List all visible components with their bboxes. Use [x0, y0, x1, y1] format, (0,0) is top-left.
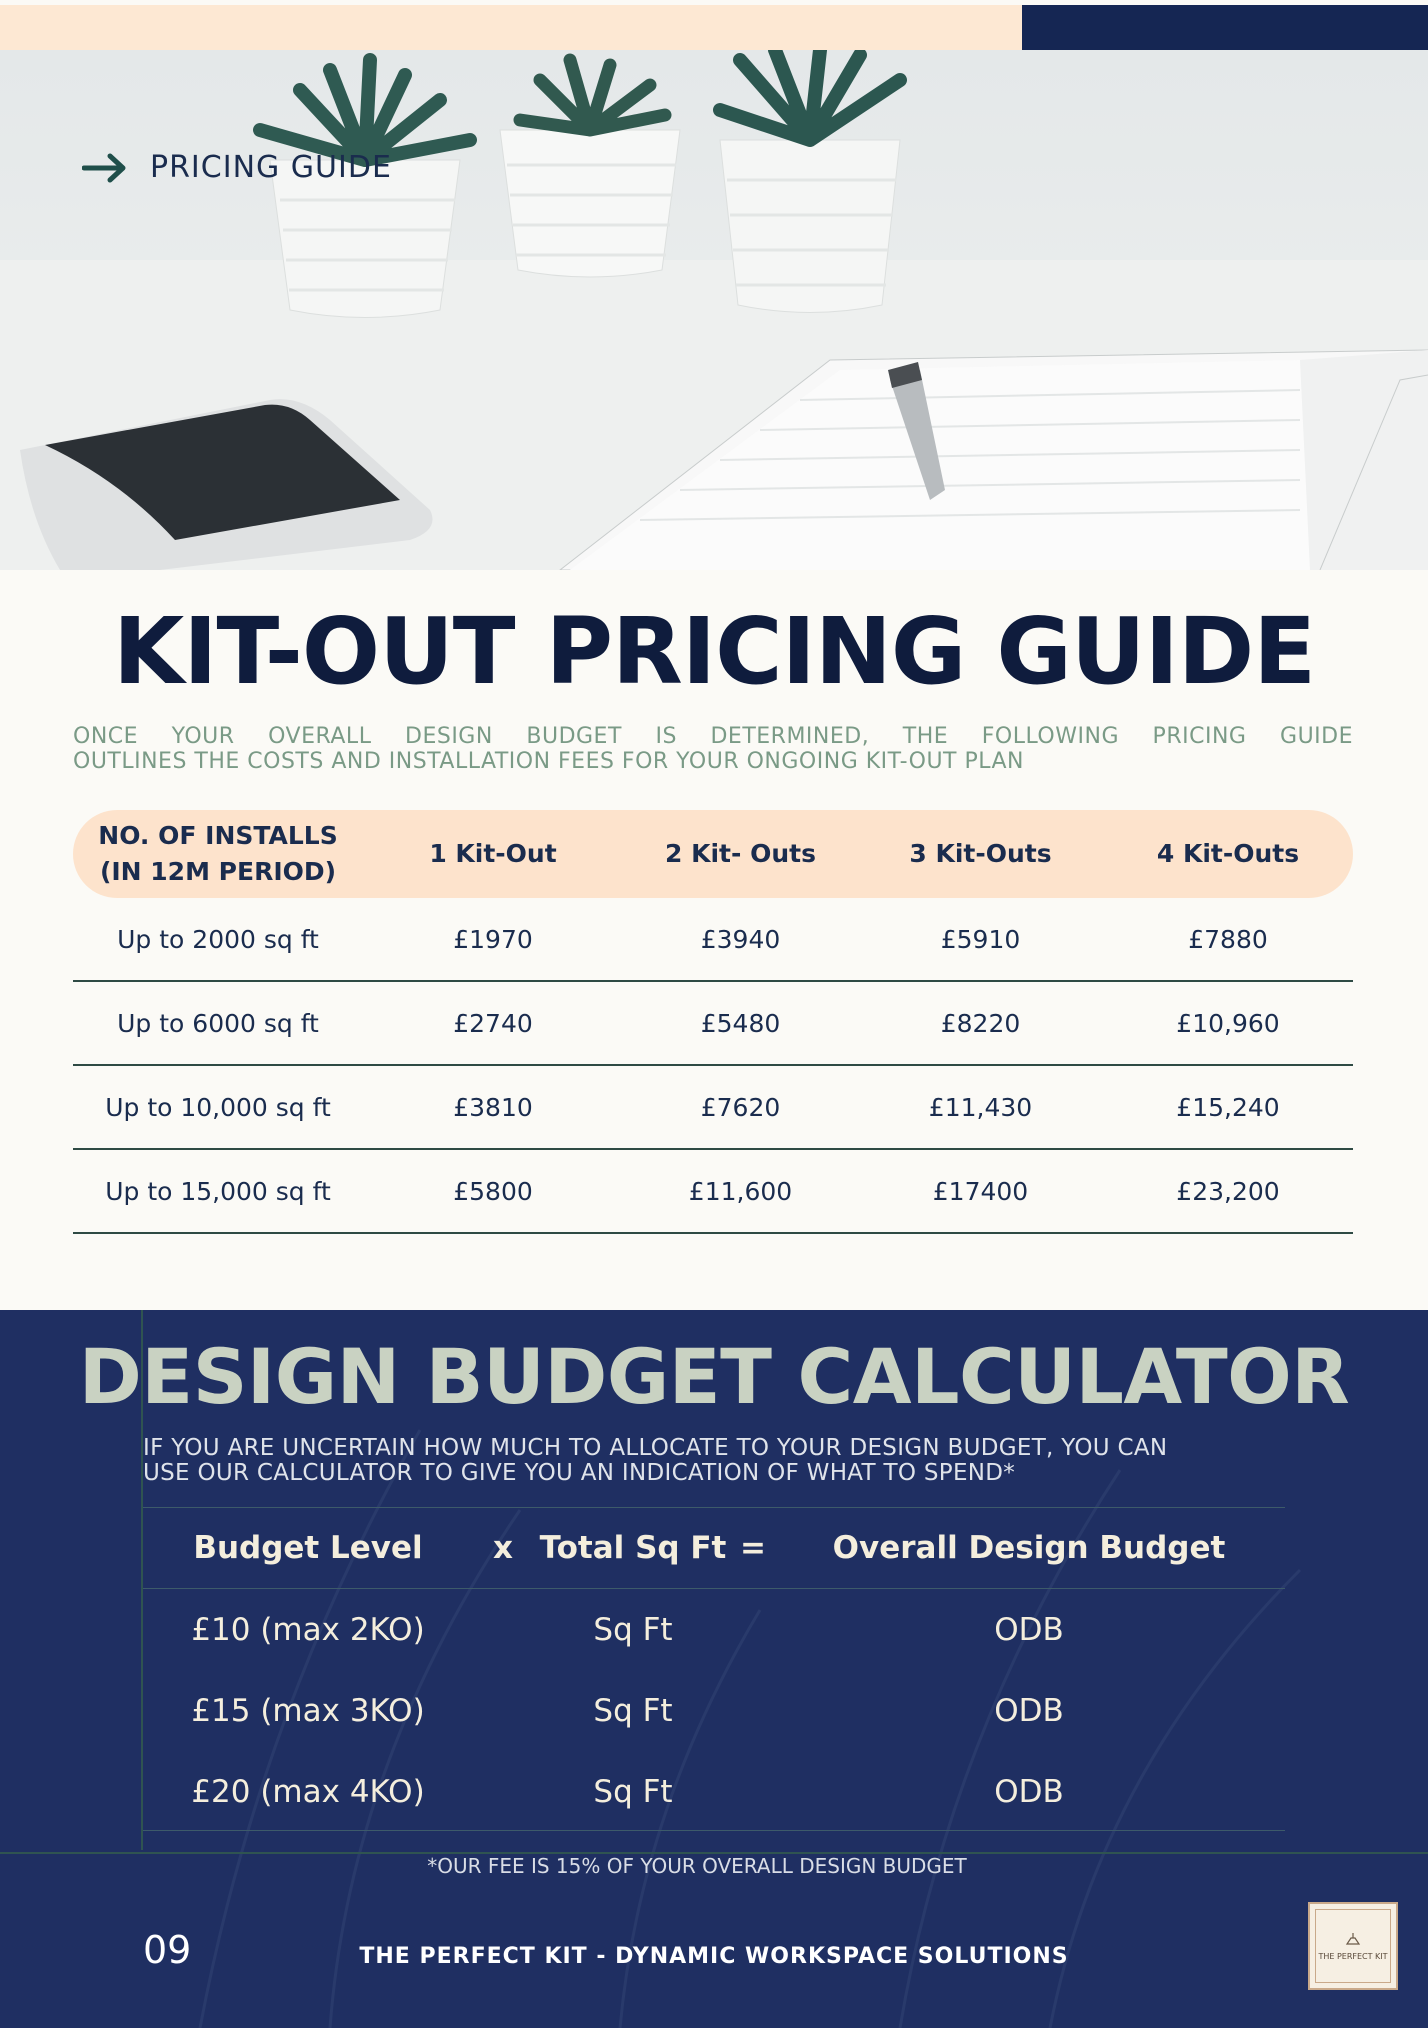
price-3-kitouts: £17400 [932, 1176, 1029, 1206]
header-budget-level: Budget Level [193, 1530, 423, 1566]
calculator-header [143, 1507, 1285, 1589]
calculator-intro-line2: USE OUR CALCULATOR TO GIVE YOU AN INDICATION OF WHAT TO SPEND* [143, 1460, 1016, 1486]
hero-illustration [0, 50, 1428, 570]
intro-text [73, 724, 1353, 774]
price-1-kitout: £1970 [453, 924, 533, 954]
price-1-kitout: £5800 [453, 1176, 533, 1206]
sqft-value: Sq Ft [593, 1773, 673, 1810]
calculator-intro [143, 1436, 1323, 1486]
equals-sign: = [740, 1530, 766, 1566]
logo-label: THE PERFECT KIT [1318, 1951, 1388, 1961]
top-strip-cream [0, 5, 1022, 50]
sqft-value: Sq Ft [593, 1692, 673, 1729]
header-2-kitouts: 2 Kit- Outs [665, 839, 816, 868]
price-2-kitouts: £11,600 [688, 1176, 793, 1206]
price-3-kitouts: £5910 [940, 924, 1021, 954]
price-2-kitouts: £5480 [700, 1008, 781, 1038]
header-installs [73, 818, 363, 890]
calculator-intro-line1: IF YOU ARE UNCERTAIN HOW MUCH TO ALLOCATE TO YOUR DESIGN BUDGET, YOU CAN [143, 1435, 1168, 1461]
brand-logo [1308, 1902, 1398, 1990]
budget-level: £20 (max 4KO) [191, 1773, 425, 1810]
odb-value: ODB [994, 1692, 1064, 1729]
page-number: 09 [143, 1928, 192, 1972]
row-size: Up to 6000 sq ft [117, 1008, 319, 1038]
top-strip-navy [1022, 5, 1428, 50]
budget-level: £10 (max 2KO) [191, 1611, 425, 1648]
table-row [143, 1670, 1285, 1751]
header-total-sqft: Total Sq Ft [539, 1530, 727, 1566]
table-row [73, 898, 1353, 982]
price-4-kitouts: £7880 [1188, 924, 1268, 954]
table-row [73, 1066, 1353, 1150]
row-size: Up to 10,000 sq ft [105, 1092, 331, 1122]
header-installs-line2: (IN 12M PERIOD) [99, 857, 337, 886]
breadcrumb-label: PRICING GUIDE [150, 150, 392, 185]
price-1-kitout: £2740 [453, 1008, 533, 1038]
page-title: KIT-OUT PRICING GUIDE [112, 598, 1316, 705]
price-2-kitouts: £7620 [700, 1092, 781, 1122]
header-overall-budget: Overall Design Budget [832, 1530, 1226, 1566]
plant-pot-left [260, 60, 470, 318]
header-4-kitouts: 4 Kit-Outs [1156, 839, 1300, 868]
hero-image [0, 50, 1428, 570]
plant-pot-middle [500, 60, 680, 277]
odb-value: ODB [994, 1773, 1064, 1810]
price-3-kitouts: £11,430 [928, 1092, 1033, 1122]
multiply-sign: x [493, 1530, 513, 1566]
calculator-table [143, 1507, 1285, 1832]
table-row [73, 1150, 1353, 1234]
plant-pot-right [720, 50, 900, 313]
header-3-kitouts: 3 Kit-Outs [909, 839, 1052, 868]
calculator-title: DESIGN BUDGET CALCULATOR [78, 1332, 1350, 1421]
table-row [143, 1589, 1285, 1670]
price-4-kitouts: £15,240 [1176, 1092, 1280, 1122]
logo-frame [1315, 1909, 1391, 1983]
calculator-divider [143, 1830, 1285, 1831]
arrow-right-icon [82, 153, 128, 183]
sqft-value: Sq Ft [593, 1611, 673, 1648]
row-size: Up to 2000 sq ft [117, 924, 319, 954]
pricing-table-header [73, 810, 1353, 898]
price-1-kitout: £3810 [453, 1092, 533, 1122]
table-row [73, 982, 1353, 1066]
breadcrumb [82, 150, 392, 185]
header-1-kitout: 1 Kit-Out [429, 839, 557, 868]
pricing-table [73, 810, 1353, 1234]
price-4-kitouts: £10,960 [1176, 1008, 1280, 1038]
odb-value: ODB [994, 1611, 1064, 1648]
table-row [143, 1751, 1285, 1832]
intro-line-2: OUTLINES THE COSTS AND INSTALLATION FEES FOR YOUR ONGOING KIT-OUT PLAN [73, 749, 1025, 774]
budget-level: £15 (max 3KO) [191, 1692, 425, 1729]
price-4-kitouts: £23,200 [1176, 1176, 1280, 1206]
price-2-kitouts: £3940 [700, 924, 781, 954]
intro-line-1: ONCE YOUR OVERALL DESIGN BUDGET IS DETERMINED, THE FOLLOWING PRICING GUIDE [73, 724, 1353, 749]
price-3-kitouts: £8220 [940, 1008, 1021, 1038]
row-size: Up to 15,000 sq ft [105, 1176, 331, 1206]
header-installs-line1: NO. OF INSTALLS [98, 821, 338, 850]
fee-note: *OUR FEE IS 15% OF YOUR OVERALL DESIGN BUDGET [427, 1854, 967, 1878]
footer-tagline: THE PERFECT KIT - DYNAMIC WORKSPACE SOLUTIONS [359, 1944, 1069, 1969]
